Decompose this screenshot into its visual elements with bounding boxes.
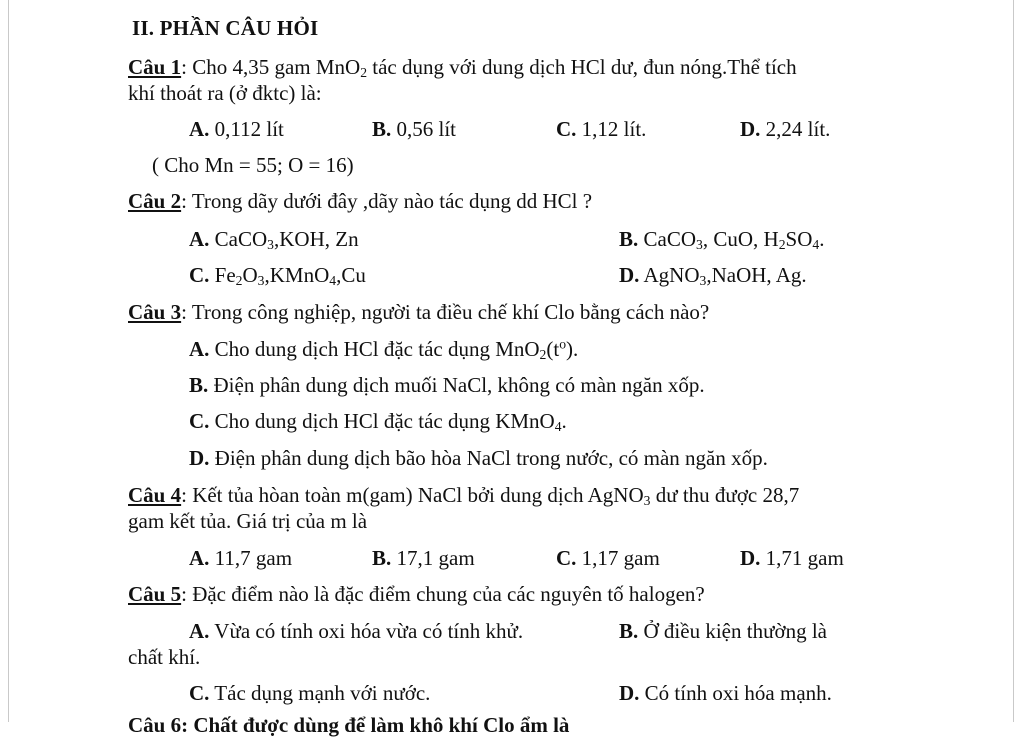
option-key: D.	[740, 117, 761, 141]
question-6-clipped	[128, 712, 828, 737]
option-key: B.	[372, 117, 392, 141]
option-key: C.	[189, 263, 210, 287]
option-sub: 2	[778, 237, 786, 252]
question-2-line-1	[128, 188, 592, 214]
option-key: B.	[372, 546, 392, 570]
question-4-option-d	[740, 545, 844, 571]
option-text: 1,17 gam	[576, 546, 660, 570]
option-text: Có tính oxi hóa mạnh.	[639, 681, 832, 705]
question-5-option-a	[189, 618, 523, 644]
question-1-note: ( Cho Mn = 55; O = 16)	[152, 153, 354, 177]
option-sub: 2	[539, 347, 547, 362]
option-text: AgNO	[639, 263, 700, 287]
option-sub: 4	[812, 237, 820, 252]
question-2-label: Câu 2	[128, 189, 182, 213]
option-text: .	[819, 227, 825, 251]
question-2-option-c	[189, 262, 366, 288]
option-text: ,Cu	[336, 263, 366, 287]
option-key: A.	[189, 117, 210, 141]
option-text: Fe	[209, 263, 236, 287]
option-text: CaCO	[638, 227, 697, 251]
question-1-option-b	[372, 116, 456, 142]
question-2-option-b	[619, 226, 824, 252]
question-1-option-c	[556, 116, 646, 142]
question-1-label: Câu 1	[128, 55, 182, 79]
question-3-option-b	[189, 372, 705, 398]
option-text: ,NaOH, Ag.	[706, 263, 807, 287]
option-key: D.	[189, 446, 210, 470]
option-text: ,KOH, Zn	[274, 227, 359, 251]
question-1-option-d	[740, 116, 830, 142]
option-text: 2,24 lít.	[760, 117, 831, 141]
option-sub: 4	[554, 419, 562, 434]
option-text: SO	[785, 227, 813, 251]
question-5-text: : Đặc điểm nào là đặc điểm chung của các nguyên tố halogen?	[181, 582, 705, 606]
question-4-option-a	[189, 545, 292, 571]
option-text: 1,71 gam	[760, 546, 844, 570]
question-1-sub-a: 2	[360, 65, 368, 80]
option-key: C.	[189, 681, 210, 705]
option-sub: 3	[267, 237, 274, 252]
option-text: 0,56 lít	[391, 117, 457, 141]
option-key: D.	[740, 546, 761, 570]
option-key: D.	[619, 263, 640, 287]
question-4-text-b: dư thu được 28,7	[650, 483, 800, 507]
option-sub: 4	[329, 273, 337, 288]
option-key: C.	[556, 117, 577, 141]
question-3-option-d	[189, 445, 768, 471]
option-text: Vừa có tính oxi hóa vừa có tính khử.	[209, 619, 524, 643]
question-4-sub-a: 3	[643, 493, 651, 508]
question-2-option-a	[189, 226, 359, 252]
option-text: 1,12 lít.	[576, 117, 647, 141]
option-text: , CuO, H	[702, 227, 779, 251]
question-5-line-1	[128, 581, 705, 607]
option-key: A.	[189, 337, 210, 361]
option-text: O	[242, 263, 258, 287]
option-text: 11,7 gam	[209, 546, 293, 570]
option-sub: 3	[257, 273, 265, 288]
option-sup: o	[559, 336, 567, 352]
question-2-option-d	[619, 262, 807, 288]
option-key: A.	[189, 546, 210, 570]
question-3-option-c	[189, 408, 567, 434]
question-4-label: Câu 4	[128, 483, 182, 507]
question-1-option-a	[189, 116, 284, 142]
question-4-text-a: : Kết tủa hòan toàn m(gam) NaCl bởi dung dịch AgNO	[181, 483, 644, 507]
question-1-line-2: khí thoát ra (ở đktc) là:	[128, 81, 322, 105]
question-3-label: Câu 3	[128, 300, 182, 324]
option-text: (t	[546, 337, 560, 361]
option-key: A.	[189, 619, 210, 643]
question-4-line-1	[128, 482, 799, 508]
question-2-text: : Trong dãy dưới đây ,dãy nào tác dụng dd HCl ?	[181, 189, 593, 213]
option-key: B.	[189, 373, 209, 397]
option-text: 0,112 lít	[209, 117, 284, 141]
option-text: ).	[566, 337, 579, 361]
question-6-partial-text: Câu 6: Chất được dùng để làm khô khí Clo ẩm là	[128, 713, 570, 737]
option-text: Tác dụng mạnh với nước.	[209, 681, 431, 705]
question-5-option-b	[619, 618, 827, 644]
question-4-option-b	[372, 545, 475, 571]
question-3-option-a	[189, 336, 578, 362]
option-sub: 2	[235, 273, 243, 288]
question-3-line-1	[128, 299, 709, 325]
section-title: II. PHẦN CÂU HỎI	[132, 16, 319, 40]
question-5-option-d	[619, 680, 832, 706]
option-key: B.	[619, 227, 639, 251]
question-4-option-c	[556, 545, 660, 571]
option-key: D.	[619, 681, 640, 705]
option-key: B.	[619, 619, 639, 643]
question-1-text-b: tác dụng với dung dịch HCl dư, đun nóng.Thể tích	[367, 55, 797, 79]
question-5-option-b-continued: chất khí.	[128, 645, 201, 669]
option-text: Điện phân dung dịch bão hòa NaCl trong nước, có màn ngăn xốp.	[209, 446, 768, 470]
option-key: A.	[189, 227, 210, 251]
option-key: C.	[556, 546, 577, 570]
option-text: 17,1 gam	[391, 546, 475, 570]
option-sub: 3	[696, 237, 703, 252]
question-3-text: : Trong công nghiệp, người ta điều chế khí Clo bằng cách nào?	[181, 300, 710, 324]
question-5-option-c	[189, 680, 430, 706]
question-5-label: Câu 5	[128, 582, 182, 606]
option-text: Cho dung dịch HCl đặc tác dụng MnO	[209, 337, 540, 361]
option-text: Ở điều kiện thường là	[638, 619, 827, 643]
option-sub: 3	[699, 273, 707, 288]
question-4-line-2: gam kết tủa. Giá trị của m là	[128, 509, 368, 533]
option-text: ,KMnO	[264, 263, 330, 287]
option-text: .	[561, 409, 567, 433]
option-text: Điện phân dung dịch muối NaCl, không có màn ngăn xốp.	[208, 373, 705, 397]
question-1-line-1	[128, 54, 797, 80]
question-1-text-a: : Cho 4,35 gam MnO	[181, 55, 361, 79]
option-text: Cho dung dịch HCl đặc tác dụng KMnO	[209, 409, 555, 433]
option-text: CaCO	[209, 227, 268, 251]
option-key: C.	[189, 409, 210, 433]
